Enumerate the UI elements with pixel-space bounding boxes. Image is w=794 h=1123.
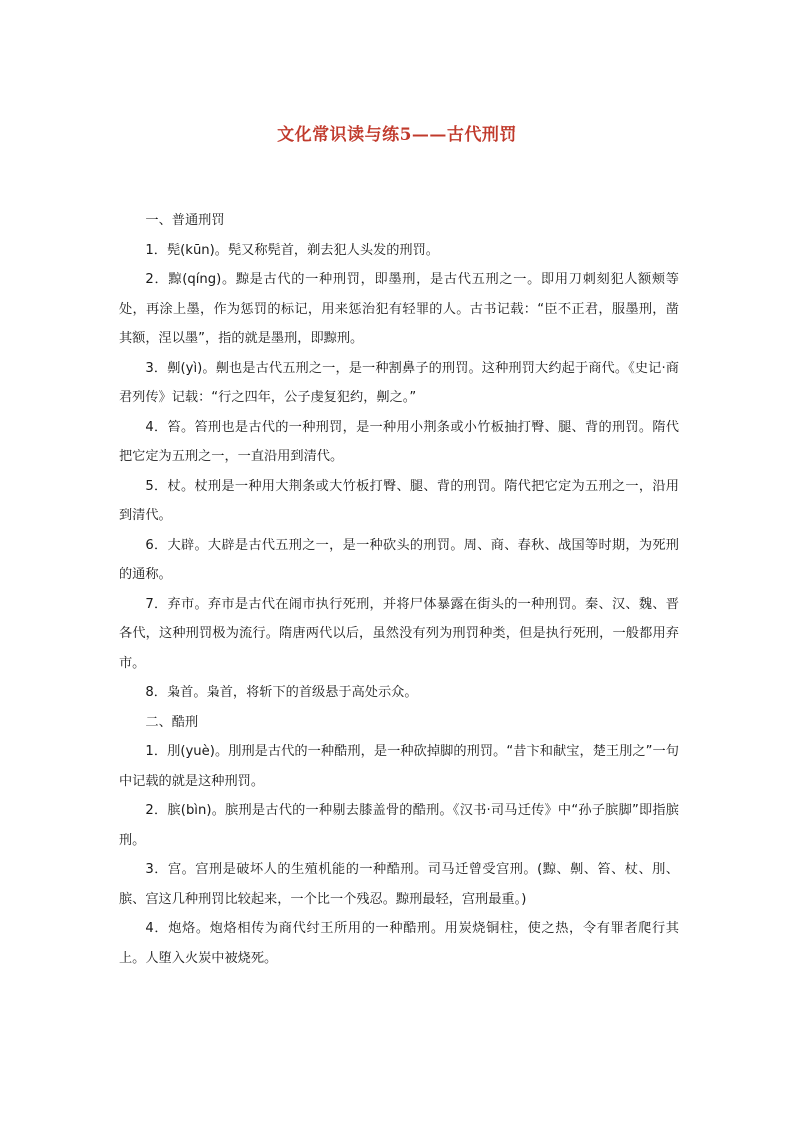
paragraph-dapi: 6．大辟。大辟是古代五刑之一，是一种砍头的刑罚。周、商、春秋、战国等时期，为死刑的通称。 <box>119 537 679 582</box>
document-body <box>119 206 679 973</box>
paragraph-paoluo: 4．炮烙。炮烙相传为商代纣王所用的一种酷刑。用炭烧铜柱，使之热，令有罪者爬行其上。人堕入火炭中被烧死。 <box>119 921 679 966</box>
page-title: 文化常识读与练5——古代刑罚 <box>277 125 517 145</box>
paragraph-chi: 4．笞。笞刑也是古代的一种刑罚，是一种用小荆条或小竹板抽打臀、腿、背的刑罚。隋代把它定为五刑之一，一直沿用到清代。 <box>119 419 679 464</box>
paragraph-qing: 2．黥(qíng)。黥是古代的一种刑罚，即墨刑，是古代五刑之一。即用刀刺刻犯人额颊等处，再涂上墨，作为惩罚的标记，用来惩治犯有轻罪的人。古书记载：“臣不正君，服墨刑，凿其额，涅以墨”，指的就是墨刑，即黥刑。 <box>119 272 679 346</box>
paragraph-kun: 1．髡(kūn)。髡又称髡首，剃去犯人头发的刑罚。 <box>145 242 439 258</box>
paragraph-qishi: 7．弃市。弃市是古代在闹市执行死刑，并将尸体暴露在街头的一种刑罚。秦、汉、魏、晋各代，这种刑罚极为流行。隋唐两代以后，虽然没有列为刑罚种类，但是执行死刑，一般都用弃市。 <box>119 596 679 671</box>
paragraph-gong: 3．宫。宫刑是破坏人的生殖机能的一种酷刑。司马迁曾受宫刑。(黥、劓、笞、杖、刖、膑、宫这几种刑罚比较起来，一个比一个残忍。黥刑最轻，宫刑最重。) <box>119 862 679 907</box>
paragraph-yi: 3．劓(yì)。劓也是古代五刑之一，是一种割鼻子的刑罚。这种刑罚大约起于商代。《史记·商君列传》记载：“行之四年，公子虔复犯约，劓之。” <box>119 360 679 405</box>
paragraph-bin: 2．膑(bìn)。膑刑是古代的一种剔去膝盖骨的酷刑。《汉书·司马迁传》中“孙子膑脚”即指膑刑。 <box>119 803 679 848</box>
paragraph-yue: 1．刖(yuè)。刖刑是古代的一种酷刑，是一种砍掉脚的刑罚。“昔卞和献宝，楚王刖之”一句中记载的就是这种刑罚。 <box>119 744 679 789</box>
section-heading-ordinary: 一、普通刑罚 <box>145 213 225 228</box>
paragraph-xiaoshou: 8．枭首。枭首，将斩下的首级悬于高处示众。 <box>145 685 418 700</box>
paragraph-zhang: 5．杖。杖刑是一种用大荆条或大竹板打臀、腿、背的刑罚。隋代把它定为五刑之一，沿用到清代。 <box>119 478 679 523</box>
section-heading-cruel: 二、酷刑 <box>145 714 199 730</box>
